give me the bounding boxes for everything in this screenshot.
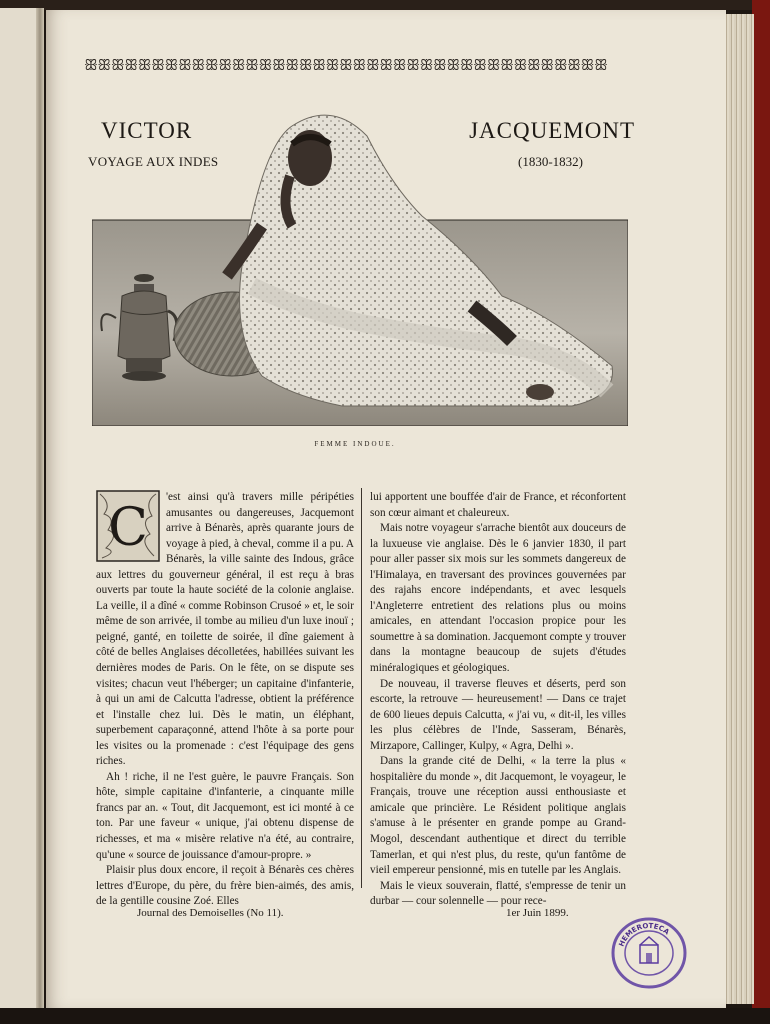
paragraph: De nouveau, il traverse fleuves et déserts, perd son escorte, la retrouve — heureusement! — Dans ce trajet de 600 lieues depuis Calcutta, « j'ai vu, « dit-il, les villes les plus célèbres de l'Inde, Sasseram, Bénarès, Mirzapore, Callinger, Kulpy, « Agra, Delhi ». [370,677,626,752]
title-victor: VICTOR [101,118,193,143]
paragraph: Ah ! riche, il ne l'est guère, le pauvre Français. Son hôte, simple capitaine d'infanterie, a cinquante mille francs par an. « Tout, dit Jacquemont, est ici monté à ce ton. Par une faveur « unique, j'ai obtenu dispense de richesses, et ma « misère relative n'a été, au contraire, qu'une « source de jouissance d'amour-propre. » [96,770,354,861]
article-right-column [370,490,626,910]
paragraph: lui apportent une bouffée d'air de France, et réconfortent son cœur aimant et chaleureux. [370,491,626,519]
column-divider [361,488,362,888]
book-binding [752,0,770,1024]
top-edge [0,0,770,10]
photo-caption: FEMME INDOUE. [314,440,396,448]
footer-journal: Journal des Demoiselles (No 11). [137,907,284,919]
title-jacquemont: JACQUEMONT [469,118,635,143]
paragraph: Dans la grande cité de Delhi, « la terre la plus « hospitalière du monde », dit Jacquemont, le voyageur, le Français, trouve une réception aussi enthousiaste et amicale que princière. Le Résident politique anglais s'amuse à le présenter en grande pompe au Grand-Mogol, descendant authentique et direct du terrible Tamerlan, et qui n'est plus, du reste, qu'un fantôme de vieil empereur pensionné, mis en tutelle par les Anglais. [370,755,626,877]
article-left-column [96,490,354,910]
left-page-edge [0,8,40,1012]
paragraph: Mais le vieux souverain, flatté, s'empresse de tenir un durbar — cour solennelle — pour rece- [370,879,626,908]
paragraph: Mais notre voyageur s'arrache bientôt aux douceurs de la luxueuse vie anglaise. Dès le 6 janvier 1830, il part pour aller passer six mois sur les sommets dangereux de l'Himalaya, en traversant des provinces gouvernées par des rajahs encore indépendants, et avec lesquels l'Angleterre entretient des relations plus ou moins amicales, en attendant l'occasion propice pour les soumettre à sa domination. Jacquemont compte y trouver dans la montagne beaucoup de sujets d'études minéralogiques et géologiques. [370,522,627,675]
header-ornament: ꕥꕥꕥꕥꕥꕥꕥꕥꕥꕥꕥꕥꕥꕥꕥꕥꕥꕥꕥꕥꕥꕥꕥꕥꕥꕥꕥꕥꕥꕥꕥꕥꕥꕥꕥꕥꕥꕥꕥ [84,56,608,74]
footer-date: 1er Juin 1899. [506,907,569,919]
svg-text:HEMEROTECA: HEMEROTECA [617,921,671,948]
page-stack-edge [724,14,754,1004]
bottom-edge [0,1008,770,1024]
paragraph: Plaisir plus doux encore, il reçoit à Bénarès ces chères lettres d'Europe, du père, du frère bien-aimés, des amis, de la gentille cousine Zoé. Elles [96,864,354,908]
svg-text:C: C [108,498,148,558]
subtitle-dates: (1830-1832) [518,154,583,169]
library-stamp [610,915,688,991]
subtitle-voyage: VOYAGE AUX INDES [88,154,219,169]
book-gutter [36,8,44,1012]
paragraph: 'est ainsi qu'à travers mille péripéties amusantes ou dangereuses, Jacquemont arrive à Bénarès, après quarante jours de voyage à pied, à cheval, comme il a pu. A Bénarès, la ville sainte des Indous, grâce aux lettres du gouverneur général, il est reçu à bras ouverts par toute la haute société de la colonie anglaise. La veille, il a dîné « comme Robinson Crusoé » et, le soir même de son arrivée, il tombe au milieu d'un luxe inouï ; peigné, ganté, en toilette de soirée, il dîne gaiement à côté de belles Anglaises décolletées, habillées suivant les dernières modes de Paris. On le fête, on se dispute ses visites; chacun veut l'héberger; un capitaine d'infanterie, à qui un ami de Calcutta l'adresse, obtient la préférence et l'installe chez lui. Dès le matin, un éléphant, superbement caparaçonné, attend l'hôte à sa porte pour les visites ou la promenade : c'est l'équipage des gens riches. [96,491,354,768]
ornate-dropcap [96,490,160,562]
